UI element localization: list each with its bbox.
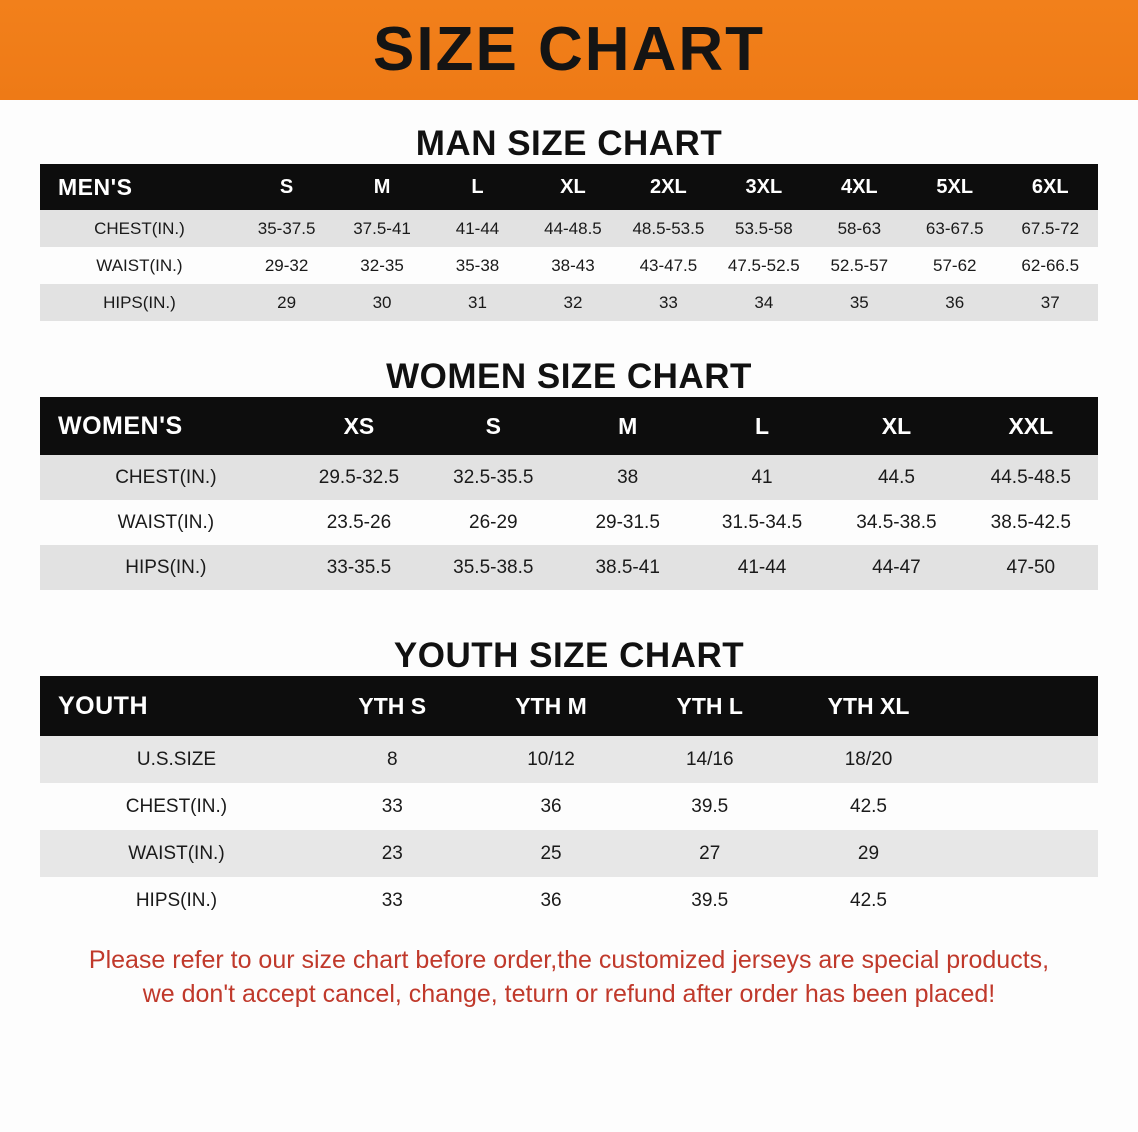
- table-header-row: [40, 676, 1098, 736]
- women-cell-2-2: 38.5-41: [561, 545, 695, 590]
- youth-col-header-2: YTH M: [472, 676, 631, 736]
- table-row: [40, 284, 1098, 321]
- women-cell-2-4: 44-47: [829, 545, 963, 590]
- table-row: [40, 500, 1098, 545]
- youth-cell-1-spacer: [948, 783, 1098, 830]
- youth-cell-0-3: 18/20: [789, 736, 948, 783]
- youth-cell-3-1: 36: [472, 877, 631, 924]
- youth-cell-2-2: 27: [630, 830, 789, 877]
- man-cell-2-0: 29: [239, 284, 334, 321]
- women-cell-1-0: 23.5-26: [292, 500, 426, 545]
- man-cell-0-3: 44-48.5: [525, 210, 620, 247]
- man-cell-2-5: 34: [716, 284, 811, 321]
- youth-col-header-0: YOUTH: [40, 676, 313, 736]
- man-cell-2-7: 36: [907, 284, 1002, 321]
- youth-cell-0-0: 8: [313, 736, 472, 783]
- women-row-label-2: HIPS(IN.): [40, 545, 292, 590]
- policy-note: [0, 944, 1138, 1012]
- women-cell-1-2: 29-31.5: [561, 500, 695, 545]
- man-col-header-9: 6XL: [1002, 164, 1098, 210]
- man-cell-0-8: 67.5-72: [1002, 210, 1098, 247]
- youth-cell-1-2: 39.5: [630, 783, 789, 830]
- youth-row-label-3: HIPS(IN.): [40, 877, 313, 924]
- man-cell-2-8: 37: [1002, 284, 1098, 321]
- women-col-header-2: S: [426, 397, 560, 455]
- man-row-label-2: HIPS(IN.): [40, 284, 239, 321]
- page-title: SIZE CHART: [373, 15, 765, 84]
- women-col-header-4: L: [695, 397, 829, 455]
- women-chart-wrap: [0, 397, 1138, 590]
- youth-cell-3-3: 42.5: [789, 877, 948, 924]
- man-row-label-0: CHEST(IN.): [40, 210, 239, 247]
- women-cell-0-3: 41: [695, 455, 829, 500]
- man-col-header-7: 4XL: [812, 164, 907, 210]
- man-col-header-8: 5XL: [907, 164, 1002, 210]
- man-cell-1-4: 43-47.5: [621, 247, 716, 284]
- youth-col-header-1: YTH S: [313, 676, 472, 736]
- women-table-head: [40, 397, 1098, 455]
- table-row: [40, 783, 1098, 830]
- header-banner: [0, 0, 1138, 100]
- women-cell-0-0: 29.5-32.5: [292, 455, 426, 500]
- youth-cell-0-2: 14/16: [630, 736, 789, 783]
- man-cell-1-7: 57-62: [907, 247, 1002, 284]
- women-size-table: [40, 397, 1098, 590]
- youth-cell-2-spacer: [948, 830, 1098, 877]
- table-row: [40, 455, 1098, 500]
- women-cell-2-0: 33-35.5: [292, 545, 426, 590]
- youth-cell-3-0: 33: [313, 877, 472, 924]
- youth-col-header-3: YTH L: [630, 676, 789, 736]
- man-section-title: MAN SIZE CHART: [415, 124, 723, 163]
- youth-cell-2-3: 29: [789, 830, 948, 877]
- women-cell-1-1: 26-29: [426, 500, 560, 545]
- women-cell-0-2: 38: [561, 455, 695, 500]
- women-row-label-1: WAIST(IN.): [40, 500, 292, 545]
- women-cell-2-5: 47-50: [964, 545, 1098, 590]
- youth-cell-1-0: 33: [313, 783, 472, 830]
- man-table-body: [40, 210, 1098, 321]
- man-cell-1-8: 62-66.5: [1002, 247, 1098, 284]
- youth-row-label-2: WAIST(IN.): [40, 830, 313, 877]
- man-cell-1-3: 38-43: [525, 247, 620, 284]
- youth-cell-1-1: 36: [472, 783, 631, 830]
- youth-cell-2-1: 25: [472, 830, 631, 877]
- man-table-head: [40, 164, 1098, 210]
- women-col-header-6: XXL: [964, 397, 1098, 455]
- youth-row-label-1: CHEST(IN.): [40, 783, 313, 830]
- man-cell-2-6: 35: [812, 284, 907, 321]
- man-cell-0-2: 41-44: [430, 210, 525, 247]
- man-cell-2-1: 30: [334, 284, 429, 321]
- man-cell-2-4: 33: [621, 284, 716, 321]
- women-cell-2-3: 41-44: [695, 545, 829, 590]
- man-cell-0-4: 48.5-53.5: [621, 210, 716, 247]
- youth-col-header-4: YTH XL: [789, 676, 948, 736]
- youth-table-body: [40, 736, 1098, 924]
- man-col-header-2: M: [334, 164, 429, 210]
- table-row: [40, 736, 1098, 783]
- table-row: [40, 545, 1098, 590]
- table-row: [40, 830, 1098, 877]
- women-col-header-0: WOMEN'S: [40, 397, 292, 455]
- man-row-label-1: WAIST(IN.): [40, 247, 239, 284]
- youth-size-table: [40, 676, 1098, 924]
- man-cell-1-6: 52.5-57: [812, 247, 907, 284]
- man-col-header-6: 3XL: [716, 164, 811, 210]
- youth-col-header-spacer: [948, 676, 1098, 736]
- man-cell-0-7: 63-67.5: [907, 210, 1002, 247]
- women-cell-0-5: 44.5-48.5: [964, 455, 1098, 500]
- youth-cell-2-0: 23: [313, 830, 472, 877]
- man-cell-0-5: 53.5-58: [716, 210, 811, 247]
- man-cell-0-6: 58-63: [812, 210, 907, 247]
- women-cell-1-3: 31.5-34.5: [695, 500, 829, 545]
- youth-cell-1-3: 42.5: [789, 783, 948, 830]
- women-cell-1-5: 38.5-42.5: [964, 500, 1098, 545]
- man-cell-0-1: 37.5-41: [334, 210, 429, 247]
- youth-chart-wrap: [0, 676, 1138, 924]
- women-cell-1-4: 34.5-38.5: [829, 500, 963, 545]
- youth-cell-0-spacer: [948, 736, 1098, 783]
- table-row: [40, 247, 1098, 284]
- man-cell-2-3: 32: [525, 284, 620, 321]
- table-header-row: [40, 164, 1098, 210]
- youth-cell-0-1: 10/12: [472, 736, 631, 783]
- man-cell-0-0: 35-37.5: [239, 210, 334, 247]
- youth-section-title: YOUTH SIZE CHART: [393, 636, 745, 675]
- women-cell-2-1: 35.5-38.5: [426, 545, 560, 590]
- man-col-header-4: XL: [525, 164, 620, 210]
- man-col-header-0: MEN'S: [40, 164, 239, 210]
- man-cell-2-2: 31: [430, 284, 525, 321]
- women-row-label-0: CHEST(IN.): [40, 455, 292, 500]
- man-chart-wrap: [0, 164, 1138, 321]
- man-col-header-1: S: [239, 164, 334, 210]
- youth-cell-3-spacer: [948, 877, 1098, 924]
- policy-note-line-1: Please refer to our size chart before order,the customized jerseys are special products,: [88, 946, 1050, 974]
- table-header-row: [40, 397, 1098, 455]
- table-row: [40, 877, 1098, 924]
- women-cell-0-4: 44.5: [829, 455, 963, 500]
- man-size-table: [40, 164, 1098, 321]
- women-section-title: WOMEN SIZE CHART: [386, 357, 752, 396]
- man-cell-1-0: 29-32: [239, 247, 334, 284]
- man-cell-1-5: 47.5-52.5: [716, 247, 811, 284]
- man-col-header-5: 2XL: [621, 164, 716, 210]
- table-row: [40, 210, 1098, 247]
- youth-table-head: [40, 676, 1098, 736]
- man-cell-1-1: 32-35: [334, 247, 429, 284]
- women-col-header-5: XL: [829, 397, 963, 455]
- man-col-header-3: L: [430, 164, 525, 210]
- women-cell-0-1: 32.5-35.5: [426, 455, 560, 500]
- youth-cell-3-2: 39.5: [630, 877, 789, 924]
- youth-row-label-0: U.S.SIZE: [40, 736, 313, 783]
- policy-note-line-2: we don't accept cancel, change, teturn or refund after order has been placed!: [142, 979, 996, 1008]
- women-col-header-3: M: [561, 397, 695, 455]
- women-table-body: [40, 455, 1098, 590]
- women-col-header-1: XS: [292, 397, 426, 455]
- man-cell-1-2: 35-38: [430, 247, 525, 284]
